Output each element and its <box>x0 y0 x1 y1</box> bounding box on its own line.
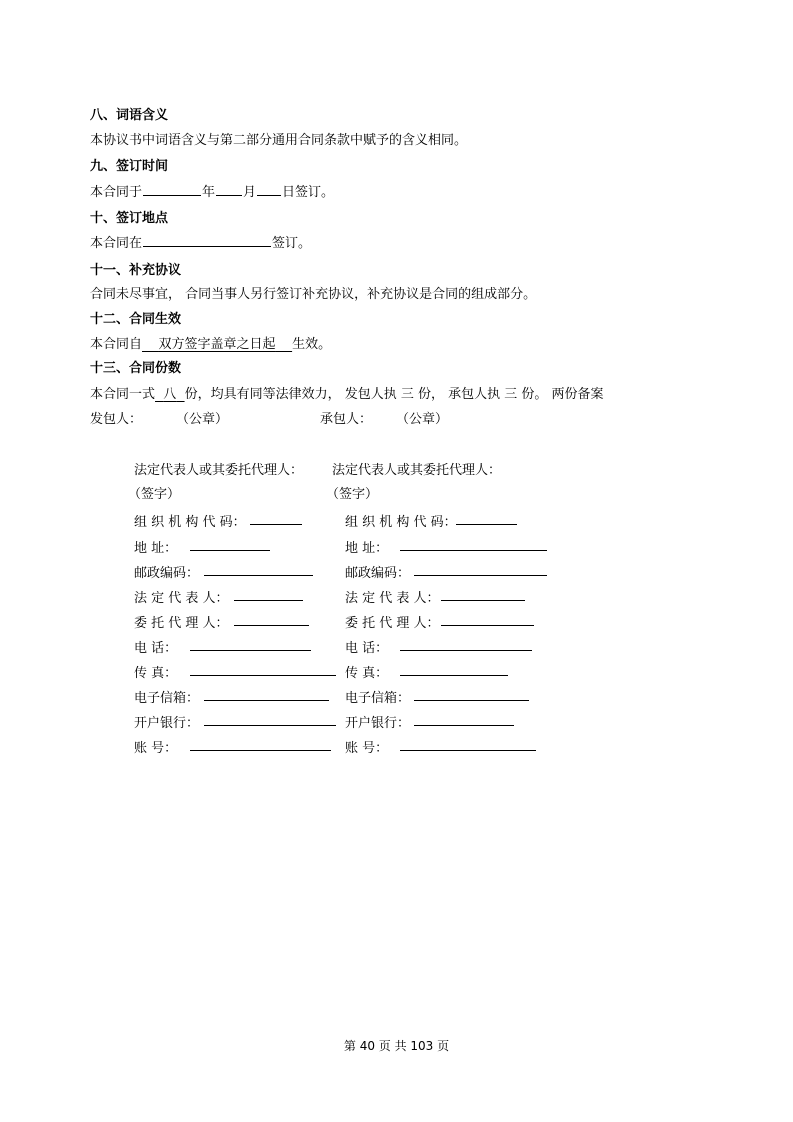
place-blank <box>143 245 271 247</box>
sign-date-prefix: 本合同于 <box>90 185 143 200</box>
copies-fill: 八 <box>163 387 177 402</box>
month-blank <box>216 194 242 196</box>
right-address-label: 地 址： <box>345 541 389 556</box>
right-fax-line[interactable] <box>400 675 508 676</box>
right-postcode-line[interactable] <box>414 575 547 576</box>
left-address-line[interactable] <box>190 550 270 551</box>
year-label: 年 <box>202 185 216 200</box>
section-13-heading: 十三、合同份数 <box>90 361 182 376</box>
contractor-seal: （公章） <box>396 412 449 427</box>
sign-right: （签字） <box>326 487 379 502</box>
right-org-code-line[interactable] <box>456 524 517 525</box>
left-address-label: 地 址： <box>134 541 178 556</box>
left-account-line[interactable] <box>190 750 331 751</box>
page-footer: 第 40 页 共 103 页 <box>343 1039 450 1053</box>
rep-left: 法定代表人或其委托代理人： <box>134 463 304 478</box>
rep-right: 法定代表人或其委托代理人： <box>332 463 502 478</box>
right-bank-line[interactable] <box>414 725 514 726</box>
left-email-line[interactable] <box>204 700 329 701</box>
right-address-line[interactable] <box>400 550 547 551</box>
right-email-label: 电子信箱： <box>345 691 411 706</box>
left-postcode-label: 邮政编码： <box>134 566 200 581</box>
year-blank <box>143 194 201 196</box>
right-fax-label: 传 真： <box>345 666 389 681</box>
copies-rest: 份，均具有同等法律效力， 发包人执 三 份， 承包人执 三 份。 两份备案 <box>184 387 604 402</box>
left-fax-line[interactable] <box>190 675 336 676</box>
copies-prefix: 本合同一式 <box>90 387 156 402</box>
month-label: 月 <box>243 185 257 200</box>
effective-fill: 双方签字盖章之日起 <box>158 337 276 352</box>
employer-label: 发包人： <box>90 412 143 427</box>
sign-left: （签字） <box>128 487 181 502</box>
right-phone-label: 电 话： <box>345 641 389 656</box>
right-email-line[interactable] <box>414 700 529 701</box>
right-bank-label: 开户银行： <box>345 716 411 731</box>
day-label: 日签订。 <box>282 185 335 200</box>
section-9-heading: 九、签订时间 <box>90 159 169 174</box>
section-12-heading: 十二、合同生效 <box>90 312 182 327</box>
right-phone-line[interactable] <box>400 650 532 651</box>
left-agent-line[interactable] <box>234 625 309 626</box>
left-phone-label: 电 话： <box>134 641 178 656</box>
right-account-line[interactable] <box>400 750 536 751</box>
left-legal-rep-line[interactable] <box>234 600 303 601</box>
right-org-code-label: 组 织 机 构 代 码： <box>345 515 457 530</box>
contractor-label: 承包人： <box>320 412 373 427</box>
right-agent-label: 委 托 代 理 人： <box>345 616 440 631</box>
section-12-body <box>90 333 331 352</box>
section-13-body <box>90 383 604 402</box>
section-9-body <box>90 181 334 200</box>
employer-seal: （公章） <box>176 412 229 427</box>
sign-place-suffix: 签订。 <box>272 236 312 251</box>
right-legal-rep-label: 法 定 代 表 人： <box>345 591 440 606</box>
left-fax-label: 传 真： <box>134 666 178 681</box>
right-postcode-label: 邮政编码： <box>345 566 411 581</box>
left-org-code-label: 组 织 机 构 代 码： <box>134 515 246 530</box>
left-org-code-line[interactable] <box>250 524 302 525</box>
day-blank <box>257 194 281 196</box>
effective-suffix: 生效。 <box>292 337 332 352</box>
section-10-heading: 十、签订地点 <box>90 211 169 226</box>
right-account-label: 账 号： <box>345 741 389 756</box>
left-bank-line[interactable] <box>204 725 336 726</box>
section-8-body: 本协议书中词语含义与第二部分通用合同条款中赋予的含义相同。 <box>90 133 468 148</box>
section-11-body: 合同未尽事宜， 合同当事人另行签订补充协议，补充协议是合同的组成部分。 <box>90 287 537 302</box>
section-11-heading: 十一、补充协议 <box>90 263 182 278</box>
left-account-label: 账 号： <box>134 741 178 756</box>
sign-place-prefix: 本合同在 <box>90 236 143 251</box>
left-agent-label: 委 托 代 理 人： <box>134 616 229 631</box>
left-phone-line[interactable] <box>190 650 311 651</box>
left-email-label: 电子信箱： <box>134 691 200 706</box>
effective-prefix: 本合同自 <box>90 337 143 352</box>
left-postcode-line[interactable] <box>204 575 313 576</box>
left-legal-rep-label: 法 定 代 表 人： <box>134 591 229 606</box>
right-legal-rep-line[interactable] <box>441 600 525 601</box>
section-8-heading: 八、词语含义 <box>90 108 169 123</box>
section-10-body <box>90 232 311 251</box>
right-agent-line[interactable] <box>441 625 534 626</box>
left-bank-label: 开户银行： <box>134 716 200 731</box>
